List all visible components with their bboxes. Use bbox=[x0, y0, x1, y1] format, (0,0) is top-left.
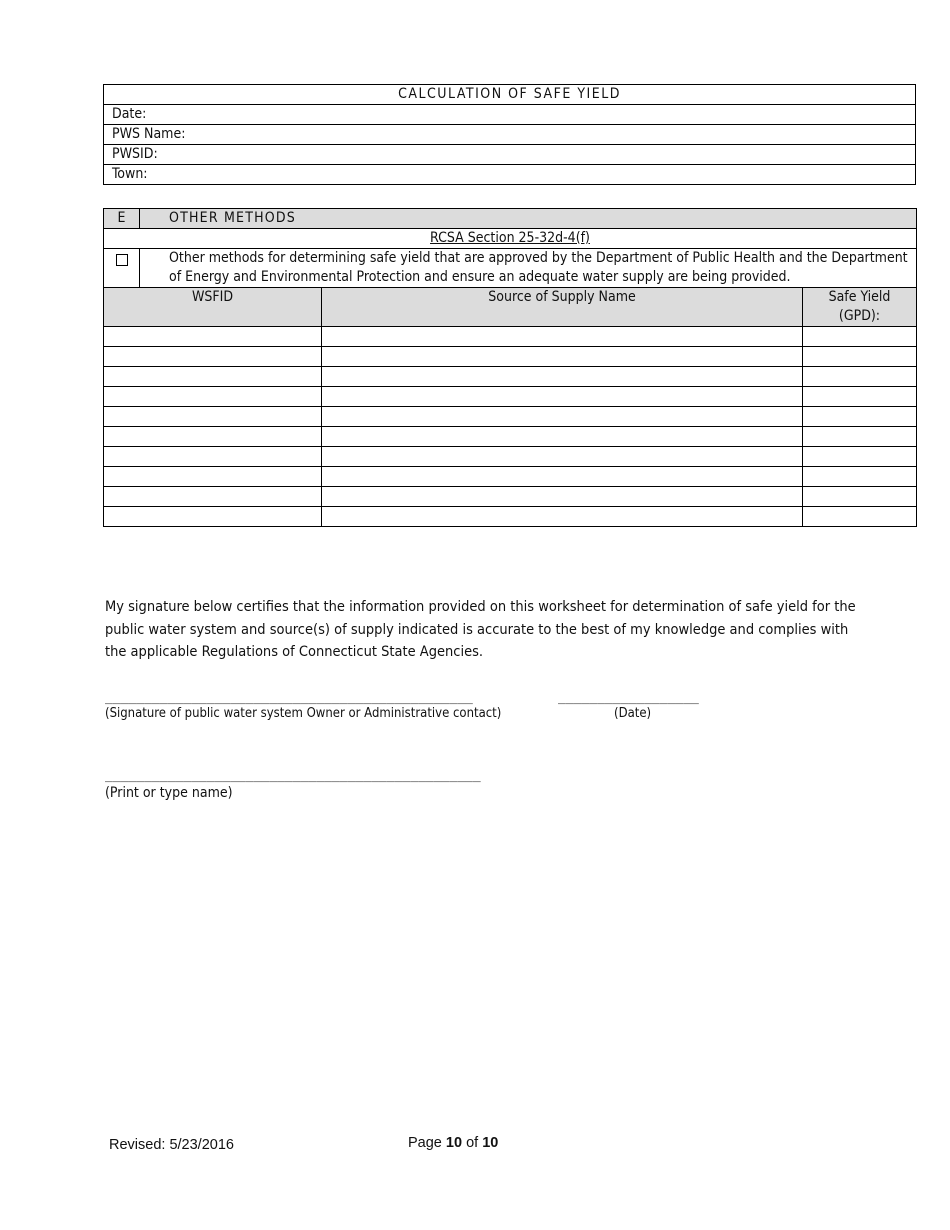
date-caption: (Date) bbox=[614, 706, 652, 721]
safe-yield-cell[interactable] bbox=[803, 487, 917, 507]
source-name-cell[interactable] bbox=[322, 367, 803, 387]
table-row bbox=[104, 447, 917, 467]
wsfid-cell[interactable] bbox=[104, 387, 322, 407]
table-row bbox=[104, 347, 917, 367]
option-description: Other methods for determining safe yield that are approved by the Department of Public Health and the Department of Energy and Environmental Protection and ensure an adequate water supply are being provided. bbox=[140, 249, 917, 288]
wsfid-cell[interactable] bbox=[104, 427, 322, 447]
other-methods-table bbox=[103, 208, 917, 527]
page-total: 10 bbox=[482, 1135, 499, 1151]
header-table bbox=[103, 84, 916, 185]
table-row bbox=[104, 327, 917, 347]
wsfid-cell[interactable] bbox=[104, 447, 322, 467]
wsfid-cell[interactable] bbox=[104, 327, 322, 347]
revised-date: Revised: 5/23/2016 bbox=[109, 1137, 234, 1153]
print-name-line[interactable]: ________________________________________________ bbox=[105, 768, 481, 783]
wsfid-cell[interactable] bbox=[104, 347, 322, 367]
wsfid-cell[interactable] bbox=[104, 367, 322, 387]
section-title: OTHER METHODS bbox=[140, 209, 917, 229]
safe-yield-cell[interactable] bbox=[803, 407, 917, 427]
section-letter: E bbox=[104, 209, 140, 229]
source-name-cell[interactable] bbox=[322, 347, 803, 367]
form-title: CALCULATION OF SAFE YIELD bbox=[104, 85, 916, 105]
source-name-cell[interactable] bbox=[322, 507, 803, 527]
table-row bbox=[104, 467, 917, 487]
safe-yield-cell[interactable] bbox=[803, 327, 917, 347]
safe-yield-cell[interactable] bbox=[803, 467, 917, 487]
table-row bbox=[104, 507, 917, 527]
safe-yield-cell[interactable] bbox=[803, 347, 917, 367]
page-number bbox=[408, 1135, 498, 1151]
wsfid-cell[interactable] bbox=[104, 407, 322, 427]
table-row bbox=[104, 387, 917, 407]
print-name-caption: (Print or type name) bbox=[105, 785, 233, 801]
page-prefix: Page bbox=[408, 1135, 442, 1151]
source-name-cell[interactable] bbox=[322, 427, 803, 447]
source-name-cell[interactable] bbox=[322, 447, 803, 467]
source-name-cell[interactable] bbox=[322, 387, 803, 407]
wsfid-cell[interactable] bbox=[104, 467, 322, 487]
source-name-cell[interactable] bbox=[322, 467, 803, 487]
pws-name-field[interactable]: PWS Name: bbox=[104, 125, 916, 145]
rcsa-reference: RCSA Section 25-32d-4(f) bbox=[104, 229, 917, 249]
source-name-cell[interactable] bbox=[322, 327, 803, 347]
table-row bbox=[104, 487, 917, 507]
option-checkbox[interactable] bbox=[116, 254, 128, 266]
wsfid-cell[interactable] bbox=[104, 487, 322, 507]
source-name-cell[interactable] bbox=[322, 407, 803, 427]
table-row bbox=[104, 407, 917, 427]
signature-caption: (Signature of public water system Owner or Administrative contact) bbox=[105, 706, 502, 721]
date-field[interactable]: Date: bbox=[104, 105, 916, 125]
signature-line[interactable]: _______________________________________________ bbox=[105, 690, 473, 705]
safe-yield-cell[interactable] bbox=[803, 507, 917, 527]
pwsid-field[interactable]: PWSID: bbox=[104, 145, 916, 165]
safe-yield-cell[interactable] bbox=[803, 387, 917, 407]
date-line[interactable]: __________________ bbox=[558, 690, 699, 705]
table-row bbox=[104, 427, 917, 447]
option-checkbox-cell[interactable] bbox=[104, 249, 140, 288]
page-current: 10 bbox=[445, 1135, 463, 1151]
wsfid-cell[interactable] bbox=[104, 507, 322, 527]
table-row bbox=[104, 367, 917, 387]
column-header-source-name: Source of Supply Name bbox=[322, 288, 803, 327]
page-of: of bbox=[466, 1135, 479, 1151]
safe-yield-cell[interactable] bbox=[803, 367, 917, 387]
safe-yield-cell[interactable] bbox=[803, 447, 917, 467]
certification-statement: My signature below certifies that the information provided on this worksheet for determination of safe yield for the public water system and source(s) of supply indicated is accurate to the best of my knowledge and complies with the applicable Regulations of Connecticut State Agencies. bbox=[105, 599, 856, 660]
column-header-safe-yield: Safe Yield (GPD): bbox=[803, 288, 917, 327]
column-header-wsfid: WSFID bbox=[104, 288, 322, 327]
town-field[interactable]: Town: bbox=[104, 165, 916, 185]
source-name-cell[interactable] bbox=[322, 487, 803, 507]
safe-yield-cell[interactable] bbox=[803, 427, 917, 447]
